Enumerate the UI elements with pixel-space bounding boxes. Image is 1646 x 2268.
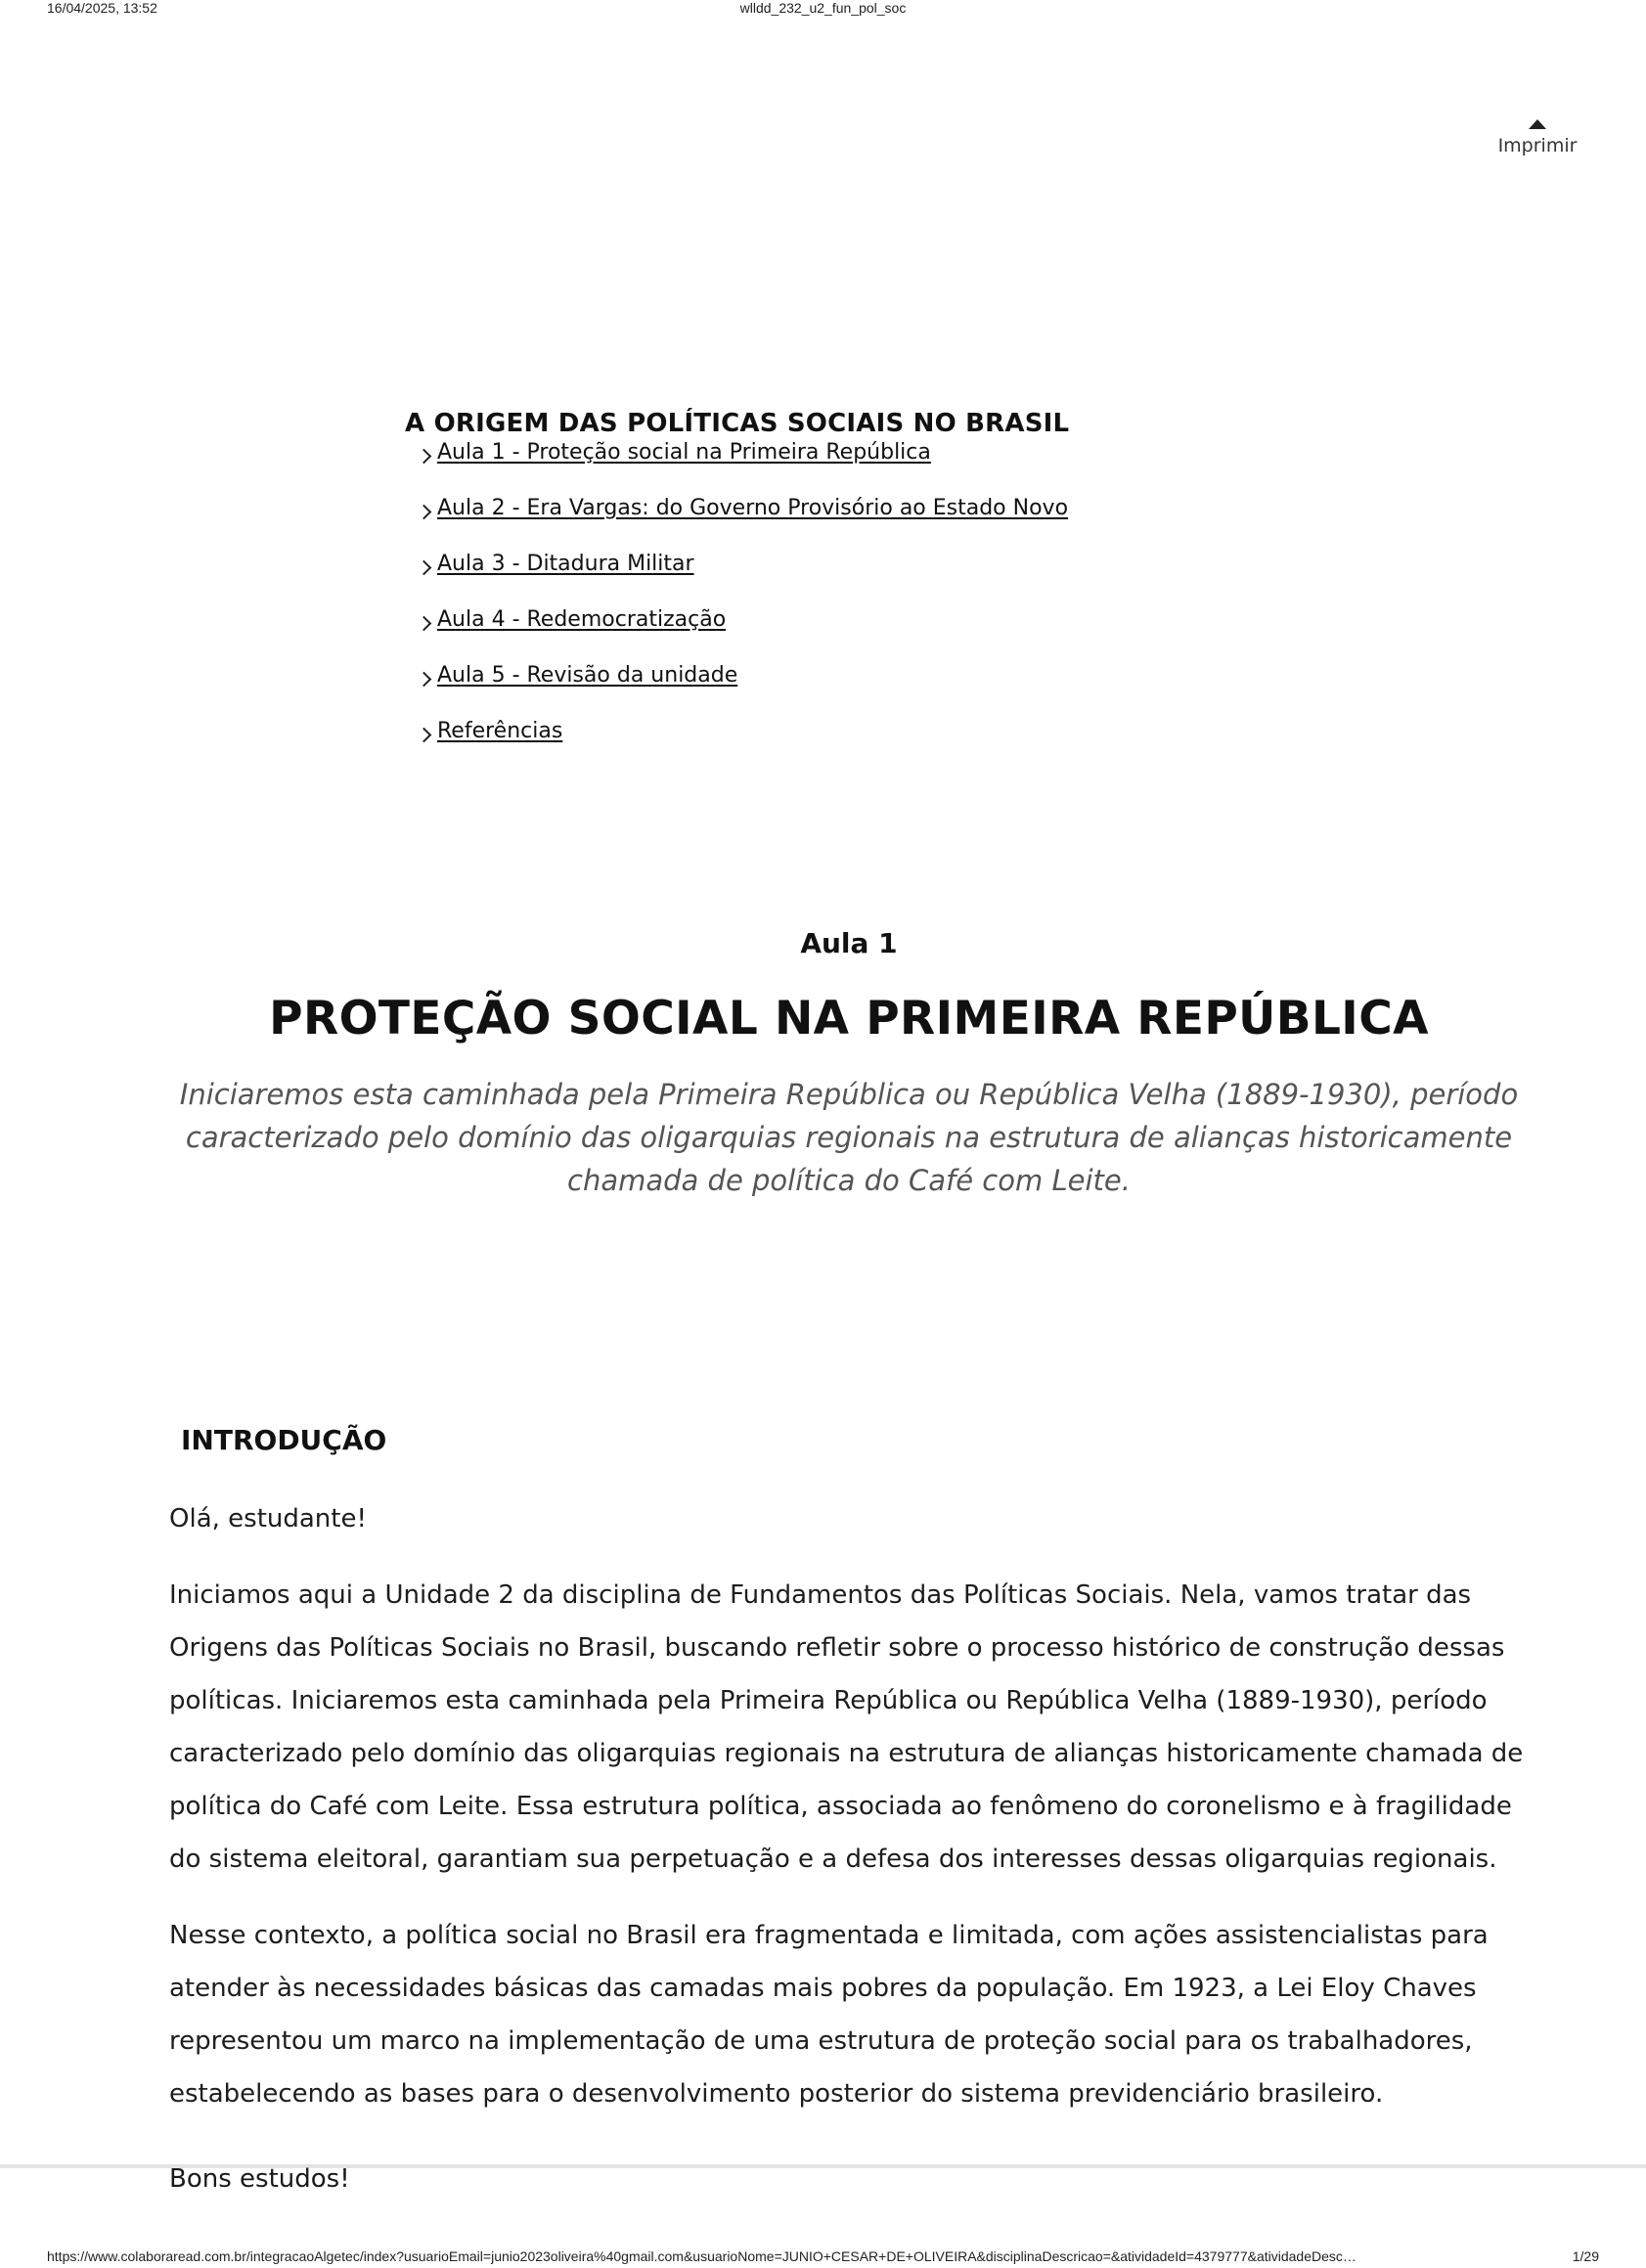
toc-item [419, 719, 1069, 775]
toc-item [419, 496, 1069, 552]
print-button-label: Imprimir [1497, 135, 1578, 156]
print-header [0, 0, 1646, 20]
intro-paragraph: Nesse contexto, a política social no Brasil era fragmentada e limitada, com ações assistencialistas para atender às necessidades básicas das camadas mais pobres da população. Em 1923, a Lei Eloy Chaves representou um marco na implementação de uma estrutura de proteção social para os trabalhadores, estabelecendo as bases para o desenvolvimento posterior do sistema previdenciário brasileiro. [169, 1921, 1489, 2109]
print-datetime: 16/04/2025, 13:52 [47, 0, 157, 16]
toc-item [419, 552, 1069, 607]
table-of-contents [405, 409, 1069, 775]
intro-paragraph: Iniciamos aqui a Unidade 2 da disciplina de Fundamentos das Políticas Sociais. Nela, vamos tratar das Origens das Políticas Sociais no Brasil, buscando refletir sobre o processo histórico de construção dessas políticas. Iniciaremos esta caminhada pela Primeira República ou República Velha (1889-1930), período caracterizado pelo domínio das oligarquias regionais na estrutura de alianças historicamente chamada de política do Café com Leite. Essa estrutura política, associada ao fenômeno do coronelismo e à fragilidade do sistema eleitoral, garantiam sua perpetuação e a defesa dos interesses dessas oligarquias regionais. [169, 1580, 1524, 1874]
toc-link-referencias[interactable]: Referências [437, 719, 563, 743]
print-document-name: wlldd_232_u2_fun_pol_soc [739, 0, 907, 16]
toc-link-aula-1[interactable]: Aula 1 - Proteção social na Primeira República [437, 440, 931, 465]
toc-item [419, 663, 1069, 719]
chevron-right-icon [417, 560, 432, 576]
lesson-title: PROTEÇÃO SOCIAL NA PRIMEIRA REPÚBLICA [269, 992, 1429, 1045]
intro-closing: Bons estudos! [169, 2164, 350, 2194]
intro-heading: INTRODUÇÃO [181, 1424, 387, 1456]
print-page-number: 1/29 [1572, 2248, 1599, 2264]
toc-link-aula-3[interactable]: Aula 3 - Ditadura Militar [437, 552, 694, 576]
lesson-subtitle: Iniciaremos esta caminhada pela Primeira República ou República Velha (1889-1930), período caracterizado pelo domínio das oligarquias regionais na estrutura de alianças historicamente chamada de política do Café com Leite. [179, 1078, 1519, 1197]
toc-title: A ORIGEM DAS POLÍTICAS SOCIAIS NO BRASIL [405, 409, 1070, 438]
toc-link-aula-2[interactable]: Aula 2 - Era Vargas: do Governo Provisório ao Estado Novo [437, 496, 1069, 520]
chevron-right-icon [417, 616, 432, 632]
intro-section [169, 1418, 1538, 2144]
toc-link-aula-5[interactable]: Aula 5 - Revisão da unidade [437, 663, 738, 688]
chevron-right-icon [417, 505, 432, 520]
toc-list [405, 440, 1069, 775]
toc-item [419, 440, 1069, 496]
print-footer [0, 2246, 1646, 2268]
print-button[interactable] [1484, 115, 1591, 156]
chevron-right-icon [417, 449, 432, 465]
lesson-label: Aula 1 [800, 927, 898, 959]
chevron-right-icon [417, 728, 432, 743]
toc-link-aula-4[interactable]: Aula 4 - Redemocratização [437, 607, 727, 632]
intro-greeting: Olá, estudante! [169, 1504, 367, 1534]
print-footer-url: https://www.colaboraread.com.br/integracaoAlgetec/index?usuarioEmail=junio2023oliveira%40gmail.com&usuarioNome=JUNIO+CESAR+DE+OLIVEIRA&disciplinaDescricao=&atividadeId=4379777&atividadeDesc… [47, 2248, 1357, 2264]
caret-up-icon [1529, 119, 1546, 129]
toc-item [419, 607, 1069, 663]
chevron-right-icon [417, 672, 432, 688]
